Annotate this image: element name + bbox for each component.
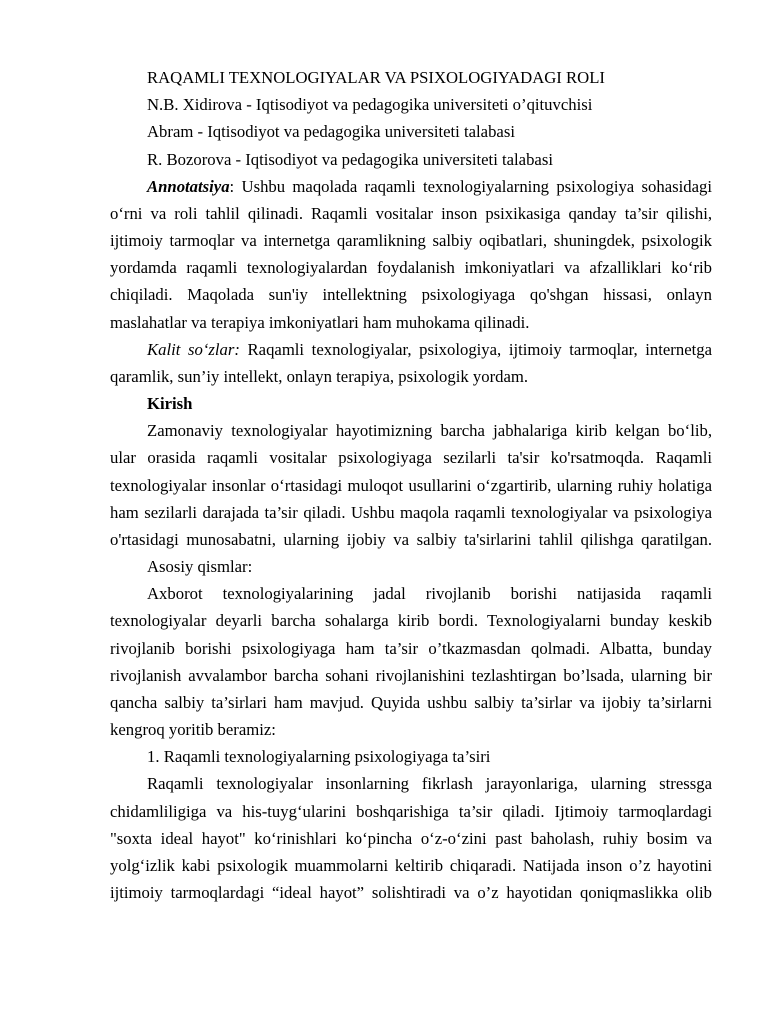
keywords-paragraph xyxy=(110,336,712,390)
keywords-line: qaramlik, sun’iy intellekt, onlayn terapiya, psixologik yordam. xyxy=(110,366,529,386)
abstract-line xyxy=(110,173,712,200)
introduction-line: o'rtasidagi munosabatni, ularning ijobiy va salbiy ta'sirlarini tahlil qilishga qaratilgan. xyxy=(110,529,712,549)
introduction-line: ular orasida raqamli vositalar psixologiyaga sezilarli ta'sir ko'rsatmoqda. Raqamli xyxy=(110,448,712,468)
keywords-text: Raqamli texnologiyalar, psixologiya, ijtimoiy tarmoqlar, internetga xyxy=(247,339,712,359)
section-1-line: Raqamli texnologiyalar insonlarning fikrlash jarayonlariga, ularning stressga xyxy=(147,774,712,794)
section-1-line: yolg‘izlik kabi psixologik muammolarni keltirib chiqaradi. Natijada inson o’z hayotini xyxy=(110,855,712,875)
main-parts-paragraph xyxy=(110,580,712,743)
introduction-line: Zamonaviy texnologiyalar hayotimizning barcha jabhalariga kirib kelgan bo‘lib, xyxy=(147,421,712,441)
introduction-paragraph xyxy=(110,417,712,553)
main-parts-line: texnologiyalar deyarli barcha sohalarga kirib bordi. Texnologiyalarni bunday keskib xyxy=(110,611,712,631)
document-body xyxy=(110,64,712,906)
author-line-2: Abram - Iqtisodiyot va pedagogika universiteti talabasi xyxy=(147,122,515,142)
section-1-line: chidamliligiga va his-tuyg‘ularini boshqarishiga ta’sir qiladi. Ijtimoiy tarmoqlardagi xyxy=(110,801,712,821)
author-line-1: N.B. Xidirova - Iqtisodiyot va pedagogika universiteti o’qituvchisi xyxy=(147,95,593,115)
main-parts-heading: Asosiy qismlar: xyxy=(147,557,253,577)
introduction-line: ham sezilarli darajada ta’sir qiladi. Ushbu maqola raqamli texnologiyalar va psixologiya xyxy=(110,502,712,522)
main-parts-line: Axborot texnologiyalarining jadal rivojlanib borishi natijasida raqamli xyxy=(147,584,712,604)
section-1-line: ijtimoiy tarmoqlardagi “ideal hayot” solishtiradi va o’z hayotidan qoniqmaslikka olib xyxy=(110,883,712,903)
abstract-line: chiqiladi. Maqolada sun'iy intellektning psixologiyaga qo'shgan hissasi, onlayn xyxy=(110,285,712,305)
abstract-line: ijtimoiy tarmoqlar va internetga qaramlikning salbiy oqibatlari, shuningdek, psixologik xyxy=(110,231,712,251)
introduction-heading: Kirish xyxy=(147,394,193,414)
introduction-line: texnologiyalar insonlar o‘rtasidagi muloqot usullarini o‘zgartirib, ularning ruhiy holatiga xyxy=(110,475,712,495)
main-parts-line: rivojlanib borishi psixologiyaga ham ta’sir o’tkazmasdan qolmadi. Albatta, bunday xyxy=(110,638,712,658)
abstract-text: : Ushbu maqolada raqamli texnologiyalarning psixologiya sohasidagi xyxy=(229,176,712,196)
section-1-paragraph xyxy=(110,770,712,906)
keywords-line xyxy=(110,336,712,363)
main-parts-line: kengroq yoritib beramiz: xyxy=(110,720,276,740)
keywords-label: Kalit so‘zlar: xyxy=(147,339,240,359)
main-parts-line: qancha salbiy ta’sirlari ham mavjud. Quyida ushbu salbiy ta’sirlar va ijobiy ta’sirlarni xyxy=(110,692,712,712)
section-1-line: "soxta ideal hayot" ko‘rinishlari ko‘pincha o‘z-o‘zini past baholash, ruhiy bosim va xyxy=(110,828,712,848)
abstract-line: o‘rni va roli tahlil qilinadi. Raqamli vositalar inson psixikasiga qanday ta’sir qilishi, xyxy=(110,203,712,223)
abstract-paragraph xyxy=(110,173,712,336)
author-line-3: R. Bozorova - Iqtisodiyot va pedagogika universiteti talabasi xyxy=(147,149,553,169)
abstract-label: Annotatsiya xyxy=(147,176,230,196)
document-title: RAQAMLI TEXNOLOGIYALAR VA PSIXOLOGIYADAGI ROLI xyxy=(147,68,605,87)
section-1-heading: 1. Raqamli texnologiyalarning psixologiyaga ta’siri xyxy=(147,747,491,767)
abstract-line: yordamda raqamli texnologiyalardan foydalanish imkoniyatlari va afzalliklari ko‘rib xyxy=(110,258,712,278)
abstract-line: maslahatlar va terapiya imkoniyatlari ham muhokama qilinadi. xyxy=(110,312,530,332)
main-parts-line: rivojlanish avvalambor barcha sohani rivojlanishini tezlashtirgan bo’lsada, ularning bir xyxy=(110,665,712,685)
